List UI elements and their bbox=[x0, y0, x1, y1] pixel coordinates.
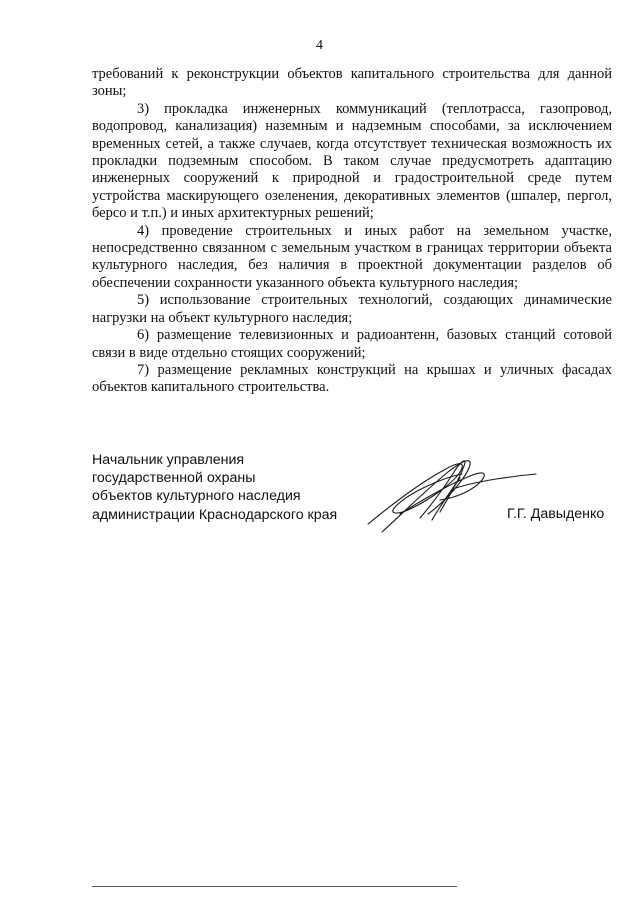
list-item-7: 7) размещение рекламных конструкций на крышах и уличных фасадах объектов капитального строительства. bbox=[92, 361, 612, 396]
footer-divider bbox=[92, 886, 457, 887]
paragraph-continuation: требований к реконструкции объектов капитального строительства для данной зоны; bbox=[92, 66, 612, 100]
signer-title-line: администрации Краснодарского края bbox=[92, 506, 338, 523]
list-item-3: 3) прокладка инженерных коммуникаций (теплотрасса, газопровод, водопровод, канализация) наземным и надземным способами, за исключением временных сетей, а также случаев, когда отсутствует техническая возможность их прокладки подземным способом. В таком случае предусмотреть адаптацию инженерных сооружений к природной и градостроительной среде путем устройства маскирующего озеленения, декоративных элементов (шпалер, пергол, берсо и т.п.) и иных архитектурных решений; bbox=[92, 100, 612, 222]
list-item-4: 4) проведение строительных и иных работ на земельном участке, непосредственно связанном с земельным участком в границах территории объекта культурного наследия, без наличия в проектной документации разделов об обеспечении сохранности указанного объекта культурного наследия; bbox=[92, 222, 612, 291]
page-number: 4 bbox=[316, 38, 323, 53]
document-body bbox=[92, 66, 612, 397]
signer-title-line: государственной охраны bbox=[92, 470, 256, 487]
signer-title bbox=[92, 451, 352, 524]
handwritten-signature bbox=[360, 448, 540, 538]
signer-name: Г.Г. Давыденко bbox=[507, 506, 605, 522]
list-item-5: 5) использование строительных технологий, создающих динамические нагрузки на объект культурного наследия; bbox=[92, 292, 612, 326]
signer-title-line: Начальник управления bbox=[92, 452, 245, 468]
signer-title-line: объектов культурного наследия bbox=[92, 488, 301, 505]
list-item-6: 6) размещение телевизионных и радиоантенн, базовых станций сотовой связи в виде отдельно стоящих сооружений; bbox=[92, 327, 612, 361]
